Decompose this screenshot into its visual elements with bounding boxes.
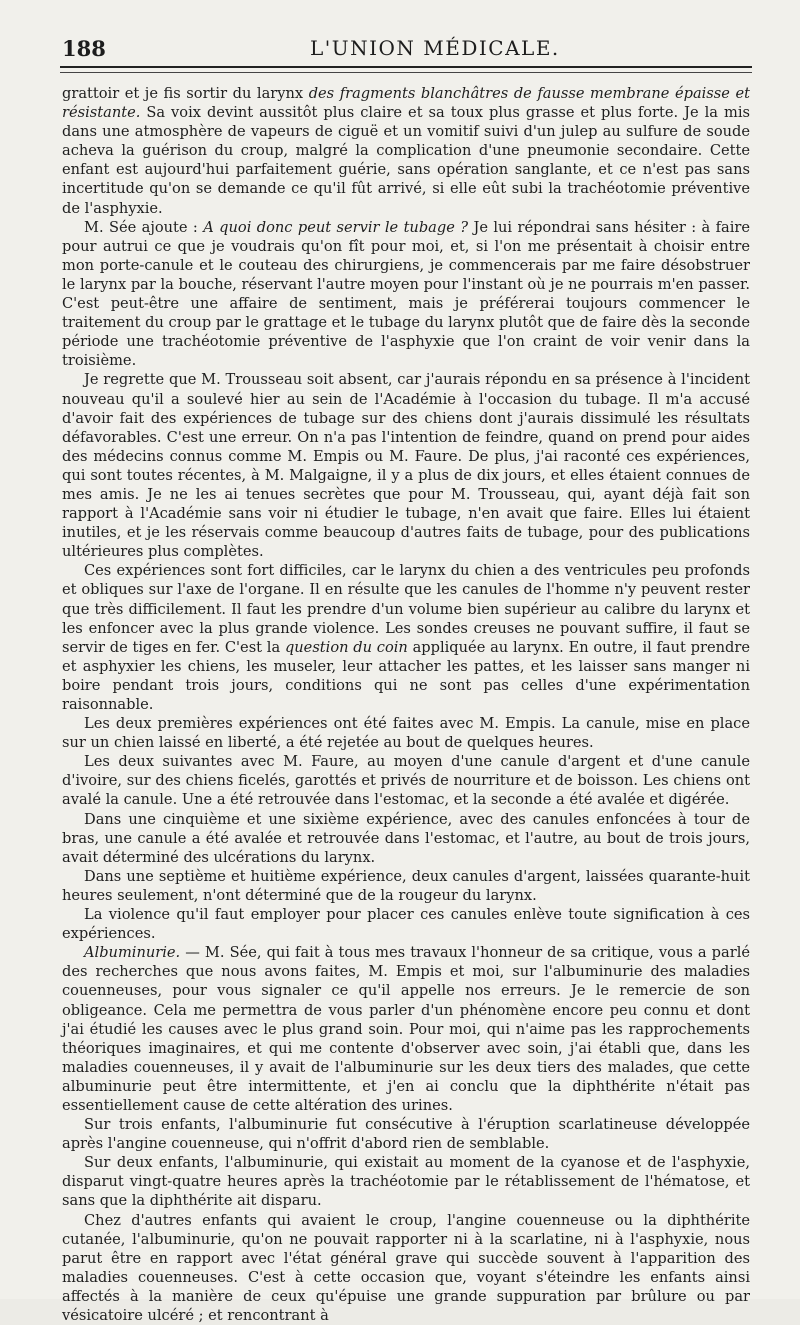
italic-run: des fragments blanchâtres de fausse membrane épaisse et résistante.: [62, 85, 750, 122]
text-run: Sa voix devint aussitôt plus claire et sa toux plus grasse et plus forte. Je la mis dans une atmosphère de vapeurs de ciguë et un vomitif suivi d'un julep au sulfure de soude acheva la guérison du croup, malgré la complication d'une pneumonie secondaire. Cette enfant est aujourd'hui parfaitement guérie, sans opération sanglante, et ce n'est pas sans incertitude qu'on se demande ce qu'il fût arrivé, si elle eût subi la trachéotomie préventive de l'asphyxie.: [62, 104, 750, 217]
text-run: appliquée au larynx. En outre, il faut prendre et asphyxier les chiens, les museler, leur attacher les pattes, et les laisser sans manger ni boire pendant trois jours, conditions qui ne sont pas celles d'une expérimentation raisonnable.: [62, 638, 750, 713]
text-run: Sur trois enfants, l'albuminurie fut consécutive à l'éruption scarlatineuse développée après l'angine couenneuse, qui n'offrit d'abord rien de semblable.: [62, 1116, 750, 1153]
text-run: Ces expériences sont fort difficiles, car le larynx du chien a des ventricules peu profonds et obliques sur l'axe de l'organe. Il en résulte que les canules de l'homme n'y peuvent rester que très difficilement. Il faut les prendre d'un volume bien supérieur au calibre du larynx et les enfoncer avec la plus grande violence. Les sondes creuses ne pouvant suffire, il faut se servir de tiges en fer. C'est la: [62, 562, 750, 656]
text-run: Les deux suivantes avec M. Faure, au moyen d'une canule d'argent et d'une canule d'ivoire, sur des chiens ficelés, garottés et privés de nourriture et de boisson. Les chiens ont avalé la canule. Une a été retrouvée dans l'estomac, et la seconde a été avalée et digérée.: [62, 753, 750, 809]
paragraph: [62, 561, 750, 714]
text-run: Chez d'autres enfants qui avaient le croup, l'angine couenneuse ou la diphthérite cutanée, l'albuminurie, qu'on ne pouvait rapporter ni à la scarlatine, ni à l'asphyxie, nous parut être en rapport avec l'état général grave qui succède souvent à l'apparition des maladies couenneuses. C'est à cette occasion que, voyant s'éteindre les enfants ainsi affectés à la manière de ceux qu'épuise une grande suppuration par brûlure ou par vésicatoire ulcéré ; et rencontrant à: [62, 1211, 750, 1324]
paragraph: [62, 370, 750, 561]
text-run: Je regrette que M. Trousseau soit absent, car j'aurais répondu en sa présence à l'incident nouveau qu'il a soulevé hier au sein de l'Académie à l'occasion du tubage. Il m'a accusé d'avoir fait des expériences de tubage sur des chiens dont j'aurais dissimulé les résultats défavorables. C'est une erreur. On n'a pas l'intention de feindre, quand on prend pour aides des médecins connus comme M. Empis ou M. Faure. De plus, j'ai raconté ces expériences, qui sont toutes récentes, à M. Malgaigne, il y a plus de dix jours, et elles étaient connues de mes amis. Je ne les ai tenues secrètes que pour M. Trousseau, qui, ayant déjà fait son rapport à l'Académie sans voir ni étudier le tubage, n'en avait que faire. Elles lui étaient inutiles, et je les réservais comme beaucoup d'autres faits de tubage, pour des publications ultérieures plus complètes.: [62, 371, 750, 561]
text-run: Dans une septième et huitième expérience, deux canules d'argent, laissées quarante-huit heures seulement, n'ont déterminé que de la rougeur du larynx.: [62, 867, 750, 904]
italic-run: Albuminurie.: [84, 944, 181, 962]
paragraph: [62, 905, 750, 943]
paragraph: [62, 752, 750, 809]
italic-run: A quoi donc peut servir le tubage ?: [203, 218, 469, 236]
body-text: [62, 84, 750, 1324]
paragraph: [62, 867, 750, 905]
text-run: Les deux premières expériences ont été faites avec M. Empis. La canule, mise en place sur un chien laissé en liberté, a été rejetée au bout de quelques heures.: [62, 715, 750, 752]
paragraph: [62, 1211, 750, 1325]
text-run: Je lui répondrai sans hésiter : à faire pour autrui ce que je voudrais qu'on fît pour moi, et, si l'on me présentait à choisir entre mon porte-canule et le couteau des chirurgiens, je commencerais par me faire désobstruer le larynx par la bouche, réservant l'autre moyen pour l'instant où je ne pourrais m'en passer. C'est peut-être une affaire de sentiment, mais je préférerai toujours commencer le traitement du croup par le grattage et le tubage du larynx plutôt que de faire dès la seconde période une trachéotomie préventive de l'asphyxie que l'on craint de voir venir dans la troisième.: [62, 218, 750, 370]
text-run: grattoir et je fis sortir du larynx: [62, 85, 309, 102]
text-run: La violence qu'il faut employer pour placer ces canules enlève toute signification à ces expériences.: [62, 906, 750, 943]
italic-run: question du coin: [284, 638, 408, 656]
text-run: Dans une cinquième et une sixième expérience, avec des canules enfoncées à tour de bras, une canule a été avalée et retrouvée dans l'estomac, et l'autre, au bout de trois jours, avait déterminé des ulcérations du larynx.: [62, 810, 750, 866]
paragraph: [62, 1115, 750, 1153]
text-run: M. Sée ajoute :: [84, 218, 204, 236]
text-run: — M. Sée, qui fait à tous mes travaux l'honneur de sa critique, vous a parlé des recherches que nous avons faites, M. Empis et moi, sur l'albuminurie des maladies couenneuses, pour vous signaler ce qu'il appelle nos erreurs. Je le remercie de son obligeance. Cela me permettra de vous parler d'un phénomène encore peu connu et dont j'ai étudié les causes avec le plus grand soin. Pour moi, qui n'aime pas les rapprochements théoriques imaginaires, et qui me contente d'observer avec soin, j'ai établi que, dans les maladies couenneuses, il y avait de l'albuminurie sur les deux tiers des malades, que cette albuminurie peut être intermittente, et j'en ai conclu que la diphthérite n'était pas essentiellement cause de cette altération des urines.: [62, 944, 750, 1114]
paragraph: [62, 943, 750, 1115]
paragraph: [62, 1153, 750, 1210]
paragraph: [62, 84, 750, 218]
paragraph: [62, 714, 750, 752]
running-title: L'UNION MÉDICALE.: [310, 36, 560, 60]
text-run: Sur deux enfants, l'albuminurie, qui existait au moment de la cyanose et de l'asphyxie, disparut vingt-quatre heures après la trachéotomie par le rétablissement de l'hématose, et sans que la diphthérite ait disparu.: [62, 1154, 750, 1210]
header-rule-thin: [60, 72, 752, 73]
paragraph: [62, 218, 750, 371]
page-number: 188: [62, 36, 106, 61]
paragraph: [62, 810, 750, 867]
page-header: [60, 30, 750, 66]
header-rule: [60, 66, 752, 68]
